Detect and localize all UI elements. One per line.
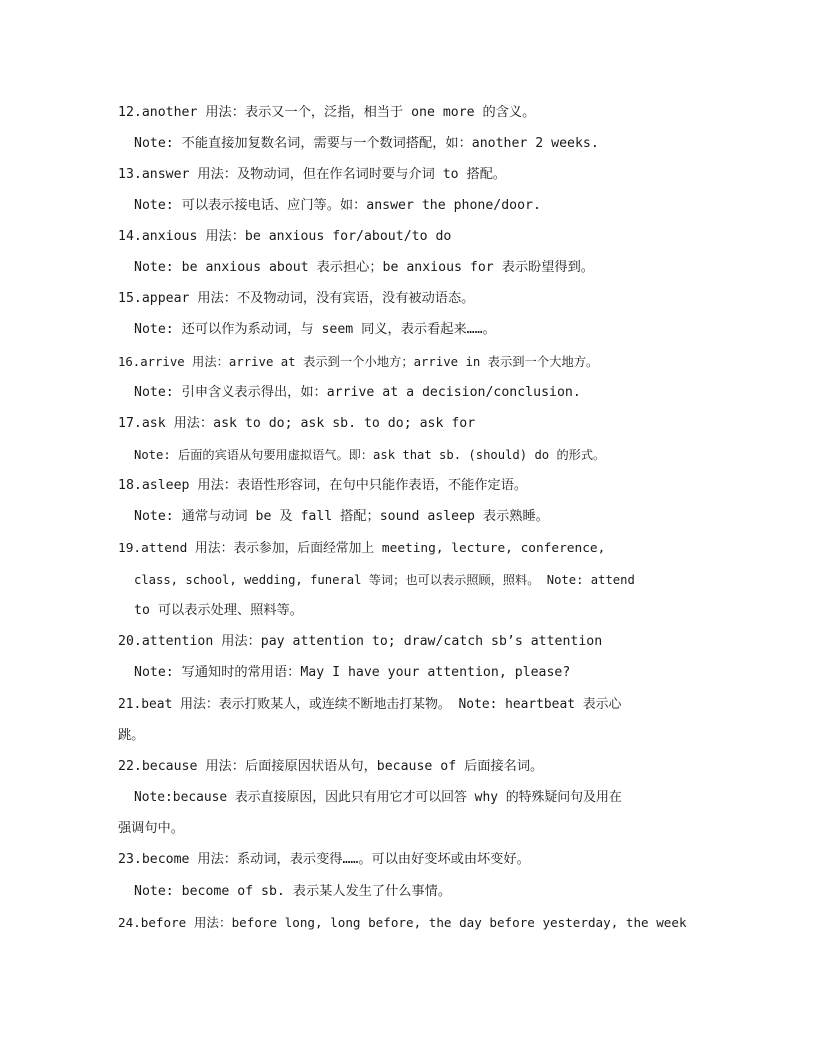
entry-13-note: Note: 可以表示接电话、应门等。如：answer the phone/door. [134,198,541,213]
entry-18-note: Note: 通常与动词 be 及 fall 搭配；sound asleep 表示熟睡。 [134,509,549,524]
entry-22-note: Note:because 表示直接原因，因此只有用它才可以回答 why 的特殊疑问句及用在 [134,790,622,805]
entry-15-heading: 15.appear 用法：不及物动词，没有宾语，没有被动语态。 [118,291,475,306]
entry-20-heading: 20.attention 用法：pay attention to; draw/catch sb’s attention [118,634,603,649]
entry-14-note: Note: be anxious about 表示担心；be anxious for 表示盼望得到。 [134,260,594,275]
entry-22-heading: 22.because 用法：后面接原因状语从句，because of 后面接名词。 [118,759,544,774]
entry-24-heading: 24.before 用法：before long, long before, the day before yesterday, the week [118,915,687,930]
entry-19-continuation: class, school, wedding, funeral 等词；也可以表示照顾，照料。 Note: attend [134,573,635,587]
entry-15-note: Note: 还可以作为系动词，与 seem 同义，表示看起来……。 [134,322,496,337]
entry-19-continuation-2: to 可以表示处理、照料等。 [134,603,303,618]
entry-17-note: Note: 后面的宾语从句要用虚拟语气。即：ask that sb. (should) do 的形式。 [134,448,606,462]
entry-21-continuation: 跳。 [118,728,145,743]
entry-23-note: Note: become of sb. 表示某人发生了什么事情。 [134,884,452,899]
entry-14-heading: 14.anxious 用法：be anxious for/about/to do [118,229,452,244]
entry-17-heading: 17.ask 用法：ask to do; ask sb. to do; ask for [118,416,476,431]
entry-16-heading: 16.arrive 用法：arrive at 表示到一个小地方；arrive in 表示到一个大地方。 [118,355,599,369]
entry-20-note: Note: 写通知时的常用语：May I have your attention, please? [134,665,571,680]
entry-18-heading: 18.asleep 用法：表语性形容词，在句中只能作表语，不能作定语。 [118,478,528,493]
entry-12-note: Note: 不能直接加复数名词，需要与一个数词搭配，如：another 2 weeks. [134,136,599,151]
entry-21-heading: 21.beat 用法：表示打败某人，或连续不断地击打某物。 Note: heartbeat 表示心 [118,697,622,712]
entry-12-heading: 12.another 用法：表示又一个，泛指，相当于 one more 的含义。 [118,105,536,120]
entry-22-continuation: 强调句中。 [118,821,184,836]
entry-19-heading: 19.attend 用法：表示参加，后面经常加上 meeting, lecture, conference, [118,541,606,556]
entry-16-note: Note: 引申含义表示得出，如：arrive at a decision/conclusion. [134,385,581,400]
entry-13-heading: 13.answer 用法：及物动词，但在作名词时要与介词 to 搭配。 [118,167,507,182]
entry-23-heading: 23.become 用法：系动词，表示变得……。可以由好变坏或由坏变好。 [118,852,530,867]
